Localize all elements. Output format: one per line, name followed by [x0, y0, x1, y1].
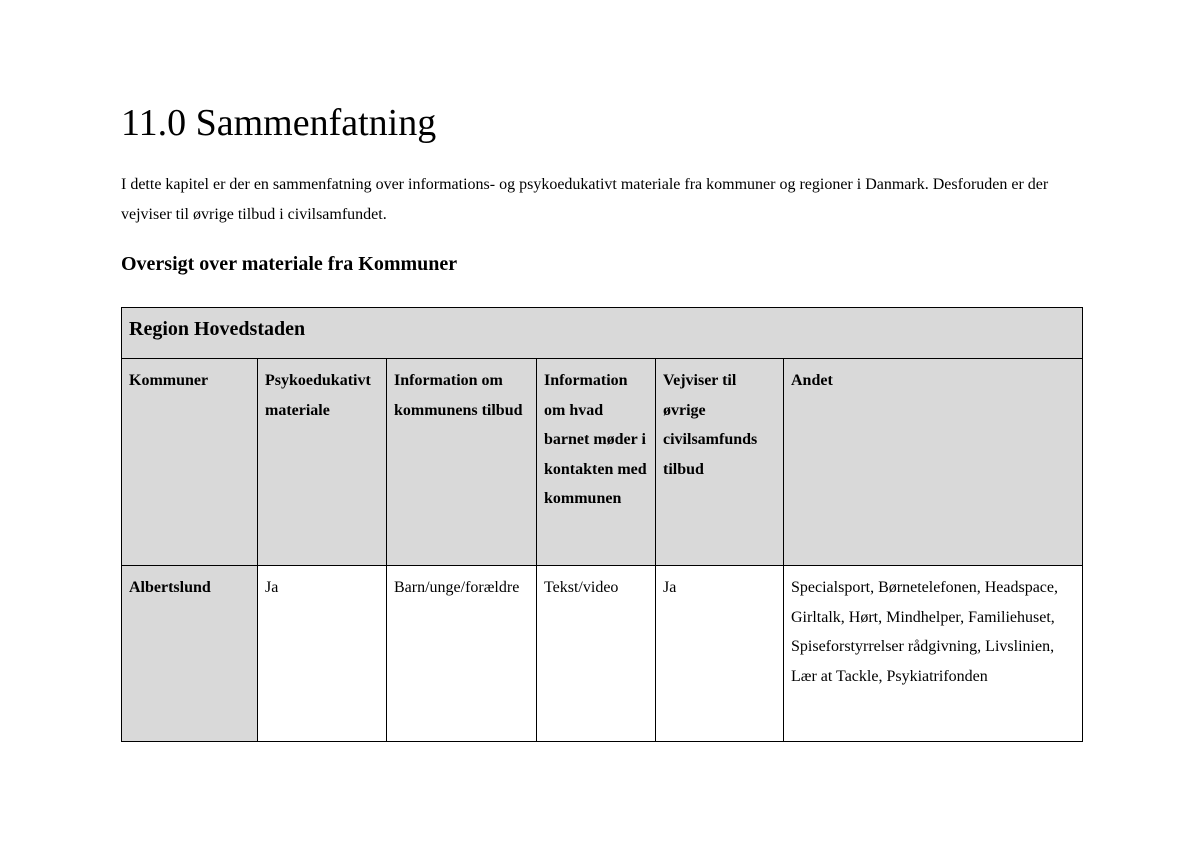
cell-information-barnet: Tekst/video [537, 566, 656, 742]
cell-psykoedukativt: Ja [258, 566, 387, 742]
kommuner-table [121, 307, 1083, 742]
region-title: Region Hovedstaden [122, 308, 1083, 359]
table-row [122, 566, 1083, 742]
header-kommuner: Kommuner [122, 359, 258, 566]
cell-andet: Specialsport, Børnetelefonen, Headspace, Girltalk, Hørt, Mindhelper, Familiehuset, Spiseforstyrrelser rådgivning, Livslinien, Lær at Tackle, Psykiatrifonden [784, 566, 1083, 742]
cell-kommune: Albertslund [122, 566, 258, 742]
chapter-title: 11.0 Sammenfatning [121, 102, 437, 144]
region-header-row [122, 308, 1083, 359]
header-information-tilbud: Information om kommunens tilbud [387, 359, 537, 566]
header-information-barnet: Information om hvad barnet møder i kontakten med kommunen [537, 359, 656, 566]
intro-paragraph: I dette kapitel er der en sammenfatning over informations- og psykoedukativt materiale fra kommuner og regioner i Danmark. Desforuden er der vejviser til øvrige tilbud i civilsamfundet. [121, 176, 1049, 223]
header-psykoedukativt: Psykoedukativt materiale [258, 359, 387, 566]
cell-vejviser: Ja [656, 566, 784, 742]
header-andet: Andet [784, 359, 1083, 566]
header-vejviser: Vejviser til øvrige civilsamfunds tilbud [656, 359, 784, 566]
cell-information-tilbud: Barn/unge/forældre [387, 566, 537, 742]
column-header-row [122, 359, 1083, 566]
section-subheading: Oversigt over materiale fra Kommuner [121, 253, 458, 275]
